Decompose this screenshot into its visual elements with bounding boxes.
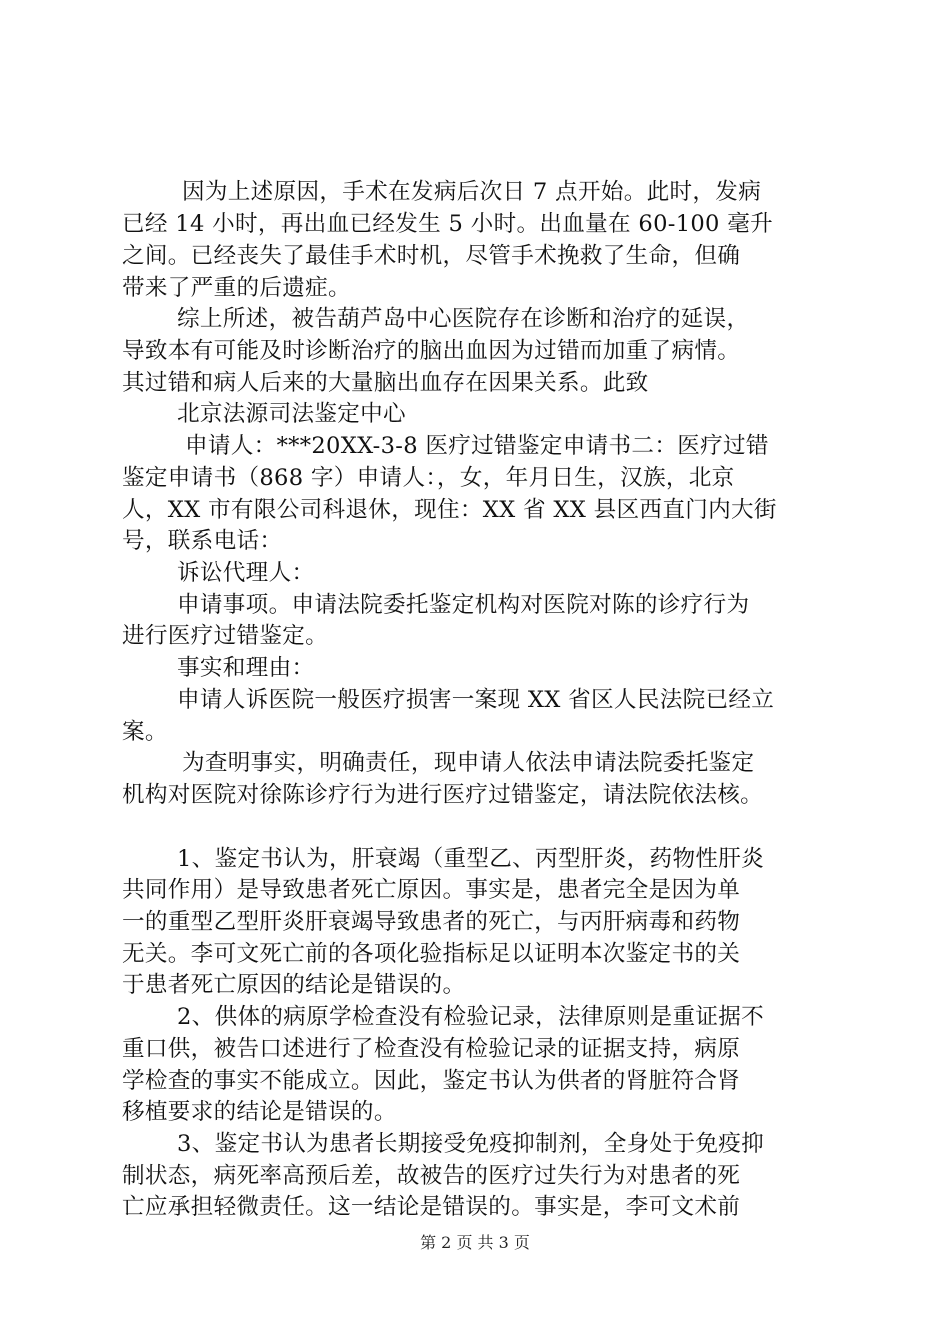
paragraph-line: 亡应承担轻微责任。这一结论是错误的。事实是，李可文术前	[122, 1194, 741, 1220]
paragraph-line: 号，联系电话：	[122, 528, 283, 554]
paragraph-line: 重口供，被告口述进行了检查没有检验记录的证据支持，病原	[122, 1036, 741, 1062]
paragraph-line: 一的重型乙型肝炎肝衰竭导致患者的死亡，与丙肝病毒和药物	[122, 909, 741, 935]
paragraph-line: 2、供体的病原学检查没有检验记录，法律原则是重证据不	[177, 1004, 765, 1030]
paragraph-line: 因为上述原因，手术在发病后次日 7 点开始。此时，发病	[182, 179, 762, 205]
paragraph-line: 带来了严重的后遗症。	[122, 275, 351, 301]
paragraph-line: 为查明事实，明确责任，现申请人依法申请法院委托鉴定	[182, 750, 755, 776]
paragraph-line: 制状态，病死率高预后差，故被告的医疗过失行为对患者的死	[122, 1163, 741, 1189]
paragraph-line: 之间。已经丧失了最佳手术时机，尽管手术挽救了生命，但确	[122, 243, 741, 269]
paragraph-line: 鉴定申请书（868 字）申请人：，女，年月日生，汉族，北京	[122, 465, 735, 491]
paragraph-line: 进行医疗过错鉴定。	[122, 623, 329, 649]
paragraph-line: 北京法源司法鉴定中心	[177, 401, 406, 427]
paragraph-line: 已经 14 小时，再出血已经发生 5 小时。出血量在 60-100 毫升	[122, 211, 773, 237]
paragraph-line: 人，XX 市有限公司科退休，现住：XX 省 XX 县区西直门内大街	[122, 497, 777, 523]
paragraph-line: 机构对医院对徐陈诊疗行为进行医疗过错鉴定，请法院依法核。	[122, 782, 764, 808]
paragraph-line: 学检查的事实不能成立。因此，鉴定书认为供者的肾脏符合肾	[122, 1068, 741, 1094]
paragraph-line: 申请人诉医院一般医疗损害一案现 XX 省区人民法院已经立	[177, 687, 775, 713]
paragraph-line: 3、鉴定书认为患者长期接受免疫抑制剂，全身处于免疫抑	[177, 1131, 765, 1157]
paragraph-line: 无关。李可文死亡前的各项化验指标足以证明本次鉴定书的关	[122, 941, 741, 967]
paragraph-line: 1、鉴定书认为，肝衰竭（重型乙、丙型肝炎，药物性肝炎	[177, 846, 765, 872]
paragraph-line: 申请事项。申请法院委托鉴定机构对医院对陈的诊疗行为	[177, 592, 750, 618]
paragraph-line: 于患者死亡原因的结论是错误的。	[122, 972, 466, 998]
paragraph-line: 诉讼代理人：	[177, 560, 315, 586]
paragraph-line: 综上所述，被告葫芦岛中心医院存在诊断和治疗的延误，	[177, 306, 750, 332]
paragraph-line: 事实和理由：	[177, 655, 315, 681]
paragraph-line: 申请人：***20XX-3-8 医疗过错鉴定申请书二：医疗过错	[185, 433, 769, 459]
page-number-footer: 第 2 页 共 3 页	[420, 1233, 530, 1252]
paragraph-line: 案。	[122, 719, 168, 745]
paragraph-line: 导致本有可能及时诊断治疗的脑出血因为过错而加重了病情。	[122, 338, 741, 364]
paragraph-line: 共同作用）是导致患者死亡原因。事实是，患者完全是因为单	[122, 877, 741, 903]
paragraph-line: 其过错和病人后来的大量脑出血存在因果关系。此致	[122, 370, 649, 396]
paragraph-line: 移植要求的结论是错误的。	[122, 1099, 397, 1125]
